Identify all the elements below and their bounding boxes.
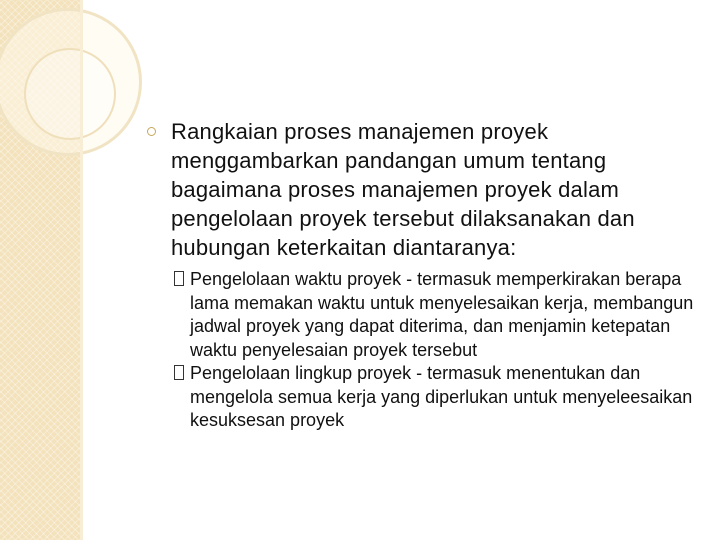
ring-bullet-icon xyxy=(147,127,156,136)
decorative-circle-small xyxy=(24,48,116,140)
missing-glyph-icon xyxy=(174,271,184,286)
decorative-side-band xyxy=(0,0,80,540)
missing-glyph-icon xyxy=(174,365,184,380)
sub-bullet-text: Pengelolaan waktu proyek - termasuk memperkirakan berapa lama memakan waktu untuk menyelesaikan kerja, membangun jadwal proyek yang dapat diterima, dan menjamin ketepatan waktu penyelesaian proyek tersebut xyxy=(190,269,694,360)
sub-bullet-item xyxy=(174,362,714,433)
side-band-edge xyxy=(80,0,83,540)
slide-content xyxy=(145,117,705,433)
sub-bullet-item xyxy=(174,268,714,362)
sub-bullet-text: Pengelolaan lingkup proyek - termasuk menentukan dan mengelola semua kerja yang diperlukan untuk menyeleesaikan kesuksesan proyek xyxy=(190,363,693,430)
sub-bullet-list xyxy=(145,268,714,433)
main-bullet-item xyxy=(145,117,705,262)
main-bullet-text: Rangkaian proses manajemen proyek menggambarkan pandangan umum tentang bagaimana proses manajemen proyek dalam pengelolaan proyek tersebut dilaksanakan dan hubungan keterkaitan diantaranya: xyxy=(171,119,635,260)
